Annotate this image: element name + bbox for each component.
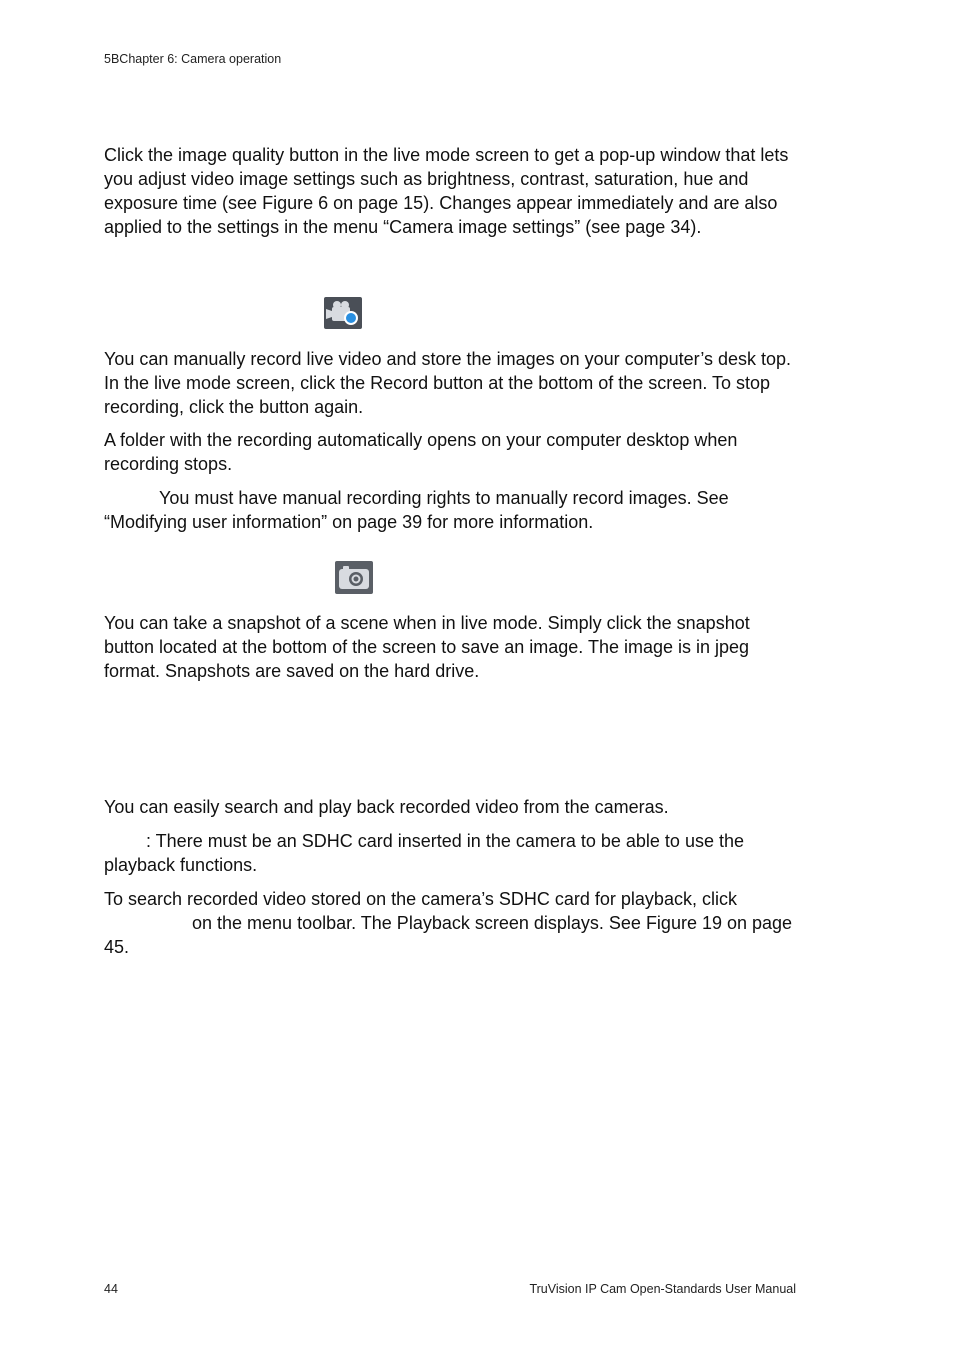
image-quality-paragraph: Click the image quality button in the live mode screen to get a pop-up window that lets you adjust video image settings such as brightness, contrast, saturation, hue and exposure time (see Figure 6 on page 15). Changes appear immediately and are also applied to the settings in the menu “Camera image settings” (see page 34). — [104, 145, 789, 237]
playback-paragraph-2: To search recorded video stored on the camera’s SDHC card for playback, click — [104, 889, 737, 909]
playback-paragraph-3: on the menu toolbar. The Playback screen displays. See Figure 19 on page 45. — [104, 913, 793, 957]
manual-recording-paragraph-2: A folder with the recording automatically opens on your computer desktop when recording stops. — [104, 430, 738, 474]
manual-title: TruVision IP Cam Open-Standards User Manual — [529, 1282, 796, 1296]
record-camera-icon — [324, 297, 362, 329]
snapshot-camera-icon — [335, 561, 373, 593]
playback-paragraph-1: You can easily search and play back recorded video from the cameras. — [104, 797, 669, 817]
manual-recording-note: You must have manual recording rights to manually record images. See “Modifying user information” on page 39 for more information. — [104, 488, 729, 532]
page-number: 44 — [104, 1282, 118, 1296]
snapshot-paragraph: You can take a snapshot of a scene when in live mode. Simply click the snapshot button located at the bottom of the screen to save an image. The image is in jpeg format. Snapshots are saved on the hard drive. — [104, 613, 750, 681]
playback-note: : There must be an SDHC card inserted in the camera to be able to use the playback functions. — [104, 831, 744, 875]
manual-recording-paragraph-1: You can manually record live video and store the images on your computer’s desk top. In the live mode screen, click the Record button at the bottom of the screen. To stop recording, click the button again. — [104, 349, 792, 417]
page-header: 5BChapter 6: Camera operation — [104, 52, 282, 66]
